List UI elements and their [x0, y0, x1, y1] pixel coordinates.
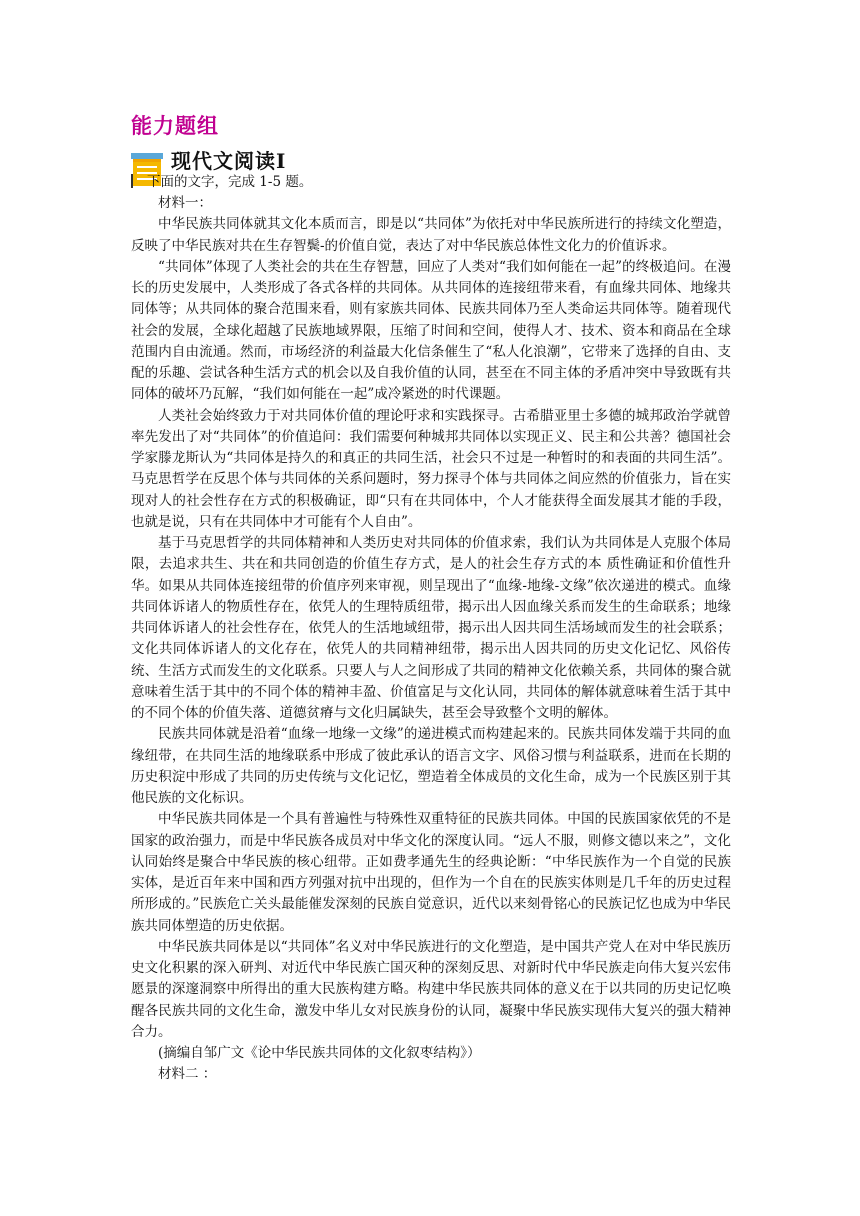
passage-paragraph: 中华民族共同体是以“共同体”名义对中华民族进行的文化塑造，是中国共产党人在对中华民族历史文化积累的深入研判、对近代中华民族亡国灭种的深刻反思、对新时代中华民族走向伟大复兴宏伟愿景的深邃洞察中所得出的重大民族构建方略。构建中华民族共同体的意义在于以共同的历史记忆唤醒各民族共同的文化生命，激发中华儿女对民族身份的认同，凝聚中华民族实现伟大复兴的强大精神合力。 [131, 938, 731, 1040]
instruction-text: 下面的文字，完成 1-5 题。 [147, 174, 313, 190]
passage-paragraph: 民族共同体就是沿着“血缘一地缘一文缘”的递进模式而构建起来的。民族共同体发端于共同的血缘纽带，在共同生活的地缘联系中形成了彼此承认的语言文字、风俗习惯与利益联系，进而在长期的历史积淀中形成了共同的历史传统与文化记忆，塑造着全体成员的文化生命，成为一个民族区别于其他民族的文化标识。 [131, 726, 731, 806]
passage-paragraph: 基于马克思哲学的共同体精神和人类历史对共同体的价值求索，我们认为共同体是人克服个体局限，去追求共生、共在和共同创造的价值生存方式，是人的社会生存方式的本 质性确证和价值性升华。如果从共同体连接纽带的价值序列来审视，则呈现出了“血缘-地缘-文缘”依次递进的模式。血缘共同体诉诸人的物质性存在，依凭人的生理特质纽带，揭示出人因血缘关系而发生的生命联系；地缘共同体诉诸人的社会性存在，依凭人的生活地域纽带，揭示出人因共同生活场域而发生的社会联系；文化共同体诉诸人的文化存在，依凭人的共同精神纽带，揭示出人因共同的历史文化记忆、风俗传统、生活方式而发生的文化联系。只要人与人之间形成了共同的精神文化依赖关系，共同体的聚合就意味着生活于其中的不同个体的精神丰盈、价值富足与文化认同，共同体的解体就意味着生活于其中的不同个体的价值失落、道德贫瘠与文化归属缺失，甚至会导致整个文明的解体。 [131, 535, 731, 721]
passage-paragraph: 中华民族共同体就其文化本质而言，即是以“共同体”为依托对中华民族所进行的持续文化塑造，反映了中华民族对共在生存智鬓-的价值自觉，表达了对中华民族总体性文化力的价值诉求。 [131, 216, 731, 254]
sub-title: 现代文阅读Ⅰ [171, 149, 287, 173]
passage-paragraph: “共同体”体现了人类社会的共在生存智慧，回应了人类对“我们如何能在一起”的终极追问。在漫长的历史发展中，人类形成了各式各样的共同体。从共同体的连接纽带来看，有血缘共同体、地缘共同体等；从共同体的聚合范围来看，则有家族共同体、民族共同体乃至人类命运共同体等。随着现代社会的发展，全球化超越了民族地域界限，压缩了时间和空间，使得人才、技术、资本和商品在全球范围内自由流通。然而，市场经济的利益最大化信条催生了“私人化浪潮”，它带来了选择的自由、支配的乐趣、尝试各种生活方式的机会以及自我价值的认同，甚至在不同主体的矛盾冲突中导致既有共同体的破坏乃瓦解，“我们如何能在一起”成冷紧迯的时代课题。 [131, 258, 731, 403]
text-cursor-mark [131, 174, 133, 188]
passage-paragraph: 人类社会始终致力于对共同体价值的理论吁求和实践探寻。古希腊亚里士多德的城邦政治学就曾率先发出了对“共同体”的价值追问：我们需要何种城邦共同体以实现正义、民主和公共善？德国社会学家滕龙斯认为“共同体是持久的和真正的共同生活，社会只不过是一种暂时的和表面的共同生活”。马克思哲学在反思个体与共同体的关系问题时，努力探寻个体与共同体之间应然的价值张力，旨在实现对人的社会性存在方式的积极确证，即“只有在共同体中，个人才能获得全面发展其才能的手段，也就是说，只有在共同体中才可能有个人自由”。 [131, 407, 731, 530]
reading-passage [131, 193, 731, 1086]
section-title: 能力题组 [131, 114, 219, 138]
source-citation: (摘编自邹广文《论中华民族共同体的文化叙枣结构》） [158, 1045, 481, 1061]
passage-paragraph: 中华民族共同体是一个具有普遍性与特殊性双重特征的民族共同体。中国的民族国家依凭的不是国家的政治强力，而是中华民族各成员对中华文化的深度认同。“远人不服，则修文德以来之”，文化认同始终是聚合中华民族的核心纽带。正如费孝通先生的经典论断：“中华民族作为一个自觉的民族实体，是近百年来中国和西方列强对抗中出现的，但作为一个自在的民族实体则是几千年的历史过程所形成的。”民族危亡关头最能催发深刻的民族自觉意识，近代以来刻骨铭心的民族记忆也成为中华民族共同体塑造的历史依据。 [131, 811, 731, 934]
material-label: 材料一： [158, 195, 212, 211]
material-label: 材料二 ： [158, 1066, 217, 1083]
instruction [131, 172, 312, 193]
